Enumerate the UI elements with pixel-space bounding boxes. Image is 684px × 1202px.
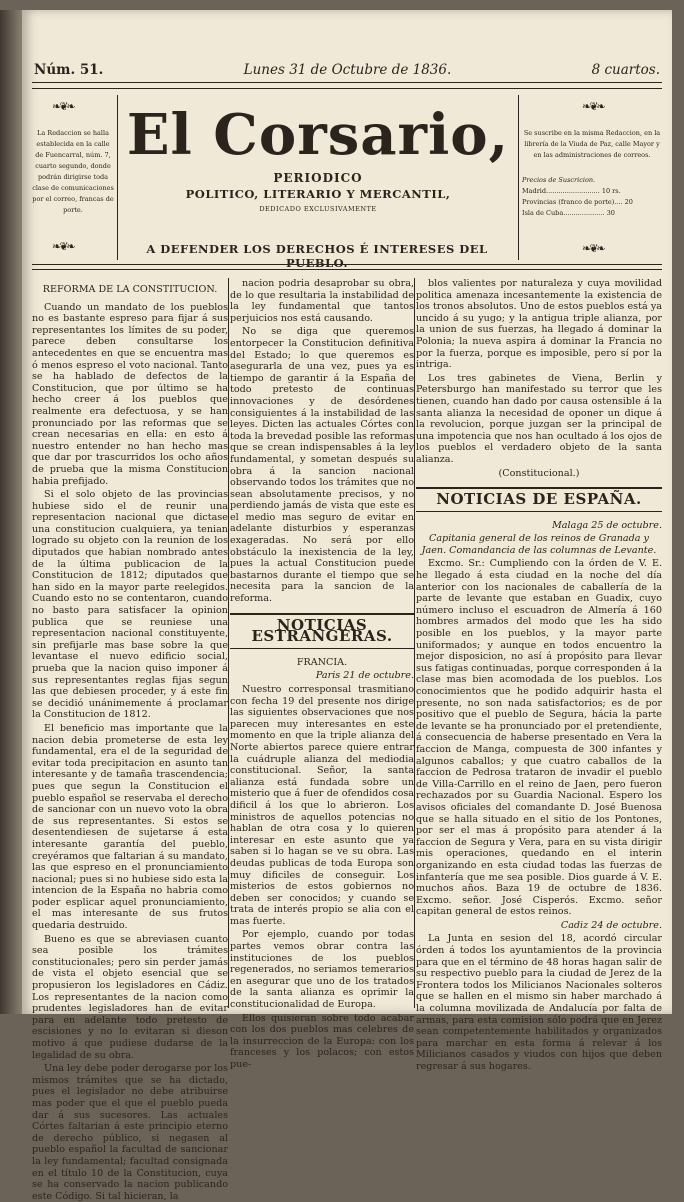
newspaper-subtitle: POLITICO, LITERARIO Y MERCANTIL, bbox=[185, 187, 451, 201]
article-paragraph: Si el solo objeto de las provincias hubiese sido el de reunir una representacion nacional que dictase una constitucion cualquiera, ya tenian logrado su objeto con la reunion de los diputados que habian nombrado antes de la última publicacion de la Constitucion de 1812; diputados que han sido en la mayor parte reelegidos. Cuando esto no se contentaron, cuando no basto para satisfacer la opinion publica que se reuniese una representacion nacional constituyente, sin prefijarle mas base sobre la que levantase el nuevo edificio social, prueba que la nacion quiso imponer á sus representantes reglas fijas segun las que debiesen proceder, y á este fin se decidió unánimemente á proclamar la Constitucion de 1812. bbox=[32, 489, 228, 721]
article-paragraph: No se diga que queremos entorpecer la Constitucion definitiva del Estado; lo que queremos es asegurarla de una vez, pues ya es tiempo de garantir á la España de todo pretesto de continuas innovaciones y de desórdenes consiguientes á la instabilidad de las leyes. Dicten las actuales Córtes con toda la brevedad posible las reformas que se crean indispensables á la ley fundamental, y sometan después su obra á la sancion nacional observando todos los trámites que no sean absolutamente precisos, y no perdiendo jamás de vista que este es el medio mas seguro de evitar en adelante disturbios y esperanzas exageradas. No será por ello obstáculo la inexistencia de la ley, pues la actual Constitucion puede bastarnos durante el tiempo que se necesita para la sancion de la reforma. bbox=[230, 326, 414, 605]
article-paragraph: El beneficio mas importante que la nacion debia prometerse de esta ley fundamental, era el de la seguridad de evitar toda precipitacion en asunto tan interesante y de tamaña trascendencia; pues que segun la Constitucion el pueblo español se reservaba el derecho de sancionar con un nuevo voto la obra de sus representantes. Si estos se desentendiesen de sujetarse á esta interesante garantía del pueblo, creyéramos que faltarian á su mandato, las que espreso en el pronunciamiento nacional; pues si no hubiese sido esta la intencion de la España no habria como poder esplicar aquel pronunciamiento, el mas interesante de sus frutos quedaria destruido. bbox=[32, 722, 228, 932]
periodico-label: PERIODICO bbox=[273, 171, 363, 185]
column-2 bbox=[230, 278, 414, 1070]
article-paragraph: Bueno es que se abreviasen cuanto sea posible los trámites constitucionales; pero sin perder jamás de vista el objeto esencial que se propusieron los legisladores en Cádiz. Los representantes de la nacion como prudentes legisladores han de evitar para en adelante todo pretesto de escisiones y no lo evitaran si dieson motivo á que pudiese dudarse de la legalidad de su obra. bbox=[32, 933, 228, 1061]
dateline: Cadiz 24 de octubre. bbox=[560, 919, 662, 931]
newspaper-title: El Corsario, bbox=[126, 102, 510, 168]
article-paragraph: Los tres gabinetes de Viena, Berlin y Petersburgo han manifestado su terror que les tienen, cuando han dado por causa ostensible á la santa alianza la necesidad de oponer un dique á la revolucion, porque juzgan ser la principal de una impotencia que nos han ocultado á los ojos de los pueblos el verdadero objeto de la santa alianza. bbox=[416, 372, 662, 465]
issue-price: 8 cuartos. bbox=[591, 62, 660, 78]
article-paragraph: Cuando un mandato de los pueblos no es bastante espreso para fijar á sus representantes los límites de su poder, parece deben consultarse los antecedentes en que se encuentra mas ó menos espreso el voto nacional. Tanto se ha hablado de defectos de la Constitucion, que por último se ha hecho creer á los pueblos que realmente era defectuosa, y se han pronunciado por las reformas que se crean necesarias en ella: en esto á nuestro entender no han hecho mas que dar por trascurridos los ocho años de prueba que la misma Constitucion habia prefijado. bbox=[32, 301, 228, 487]
masthead-bottom-rule bbox=[32, 264, 662, 265]
price-cuba: Isla de Cuba.................... 30 bbox=[522, 209, 615, 217]
issue-line bbox=[34, 62, 660, 78]
newspaper-motto: A DEFENDER LOS DERECHOS É INTERESES DEL PUEBLO. bbox=[146, 242, 488, 270]
subscribe-text: Se suscribe en la misma Redaccion, en la librería de la Viuda de Paz, calle Mayor y en las administraciones de correos. bbox=[523, 129, 661, 159]
right-info-box bbox=[522, 128, 662, 219]
article-paragraph: Excmo. Sr.: Cumpliendo con la órden de V. E. he llegado á esta ciudad en la noche del día anterior con los nacionales de caballería de la parte de levante que estaban en Guadix, cuyo número incluso el escuadron de Almería á 160 hombres armados del modo que les ha sido posible en los pueblos, y la mayor parte uniformados; y aunque en todos encuentro la mejor disposicion, no así á propósito para llevar sus fatigas continuadas, porque corresponden á la clase mas bien acomodada de los pueblos. Los conocimientos que he podido adquirir hasta el presente, no son nada satisfactorios; es de por positivo que el pueblo de Segura, hácia la parte de levante se ha pronunciado por el pretendiente, á consecuencia de haberse presentado en Vera la faccion de Manga, compuesta de 300 infantes y algunos caballos; y que cuatro caballos de la faccion de Pedrosa trataron de invadir el pueblo de Villa-Carrillo en el reino de Jaen, pero fueron rechazados por su Guardia Nacional. Espero los avisos oficiales del comandante D. José Buenosa que se halla situado en el sitio de los Pontones, por ser el mas á propósito para atender á la faccion de Segura y Vera, para en su vista dirigir mis operaciones, quedando en el interin organizando en esta ciudad todas las fuerzas de infantería que me sea posible. Dios guarde á V. E. muchos años. Baza 19 de octubre de 1836. Excmo. señor. José Cisperós. Excmo. señor capitan general de estos reinos. bbox=[416, 558, 662, 918]
issue-number: Núm. 51. bbox=[34, 62, 104, 78]
column-3 bbox=[416, 278, 662, 1072]
price-provincias: Provincias (franco de porte).... 20 bbox=[522, 198, 633, 206]
masthead bbox=[117, 95, 519, 260]
article-paragraph: Nuestro corresponsal trasmitiano con fecha 19 del presente nos dirige las siguientes observaciones que nos parecen muy interesantes en este momento en que la triple alianza del Norte abiertos parece quiere entrar la cuádruple alianza del mediodia constitucional. Señor, la santa alianza está fundada sobre un misterio que á fuer de ofendidos cosa dificil á los que lo abrieron. Los ministros de aquellos potencias no hablan de otra cosa y lo quieren interesar en este asunto que ya saben si lo hagan se ve su obra. Las deudas publicas de toda Europa son muy dificiles de conseguir. Los misterios de estos gobiernos no deben ser conocidos; y cuando se trata de interés propio se alia con el mas fuerte. bbox=[230, 684, 414, 927]
prices-title: Precios de Suscricion. bbox=[522, 176, 596, 184]
dedicado-label: DEDICADO EXCLUSIVAMENTE bbox=[259, 205, 377, 213]
ornament-icon: ❧❦❧ bbox=[582, 242, 604, 255]
column-divider bbox=[414, 278, 415, 1008]
top-rule bbox=[32, 82, 662, 83]
price-madrid: Madrid.......................... 10 rs. bbox=[522, 187, 621, 195]
source-credit: (Constitucional.) bbox=[498, 467, 580, 479]
book-spine bbox=[0, 10, 22, 1014]
ornament-icon: ❧❦❧ bbox=[582, 100, 604, 113]
left-info-box bbox=[32, 128, 114, 216]
column-1 bbox=[32, 278, 228, 1202]
top-rule-thin bbox=[32, 88, 662, 89]
article-paragraph: Ellos quisieran sobre todo acabar con los dos pueblos mas celebres de la insurreccion de la Europa: con los franceses y los polacos; con estos pue- bbox=[230, 1012, 414, 1070]
ornament-icon: ❧❦❧ bbox=[52, 100, 74, 113]
dateline: Malaga 25 de octubre. bbox=[551, 519, 662, 531]
section-title: NOTICIAS DE ESPAÑA. bbox=[416, 487, 662, 512]
article-subhead: Capitania general de los reinos de Granada y Jaen. Comandancia de las columnas de Levante. bbox=[421, 533, 657, 556]
issue-date: Lunes 31 de Octubre de 1836. bbox=[243, 62, 452, 78]
article-paragraph: blos valientes por naturaleza y cuya movilidad politica amenaza incesantemente la existencia de los tronos absolutos. Uno de estos pueblos está ya uncido á su yugo; y la antigua triple alianza, por la union de sus fuerzas, ha llegado á dominar la Polonia; la nueva aspira á dominar la Francia no por la fuerza, porque es imposible, pero sí por la intriga. bbox=[416, 278, 662, 371]
article-paragraph: Una ley debe poder derogarse por los mismos trámites que se ha dictado, pues el legislador no debe atribuirse mas poder que el que el pueblo pueda dar á sus sucesores. Las actuales Córtes faltarian á este principio eterno de derecho público, si negasen al pueblo español la facultad de sancionar la ley fundamental; facultad consignada en el título 10 de la Constitucion, cuya se ha conservado la nacion publicando este Código. Si tal hicieran, la bbox=[32, 1063, 228, 1202]
column-divider bbox=[228, 278, 229, 1008]
article-paragraph: nacion podria desaprobar su obra, de lo que resultaria la instabilidad de la ley fundamental que tantos perjuicios nos está causando. bbox=[230, 278, 414, 324]
country-heading: FRANCIA. bbox=[296, 656, 348, 668]
article-paragraph: La Junta en sesion del 18, acordó circular órden á todos los ayuntamientos de la provincia para que en el término de 48 horas hagan salir de su respectivo pueblo para la ciudad de Jerez de la Frontera todos los Milicianos Nacionales solteros que se hallen en el mismo sin haber marchado á la columna movilizada de Andalucía por falta de armas, para esta comision sólo podrá que en Jerez sean competentemente habilitados y organizados para marchar en esta forma á relevar á los Milicianos casados y viudos con hijos que deben regresar á sus hogares. bbox=[416, 933, 662, 1072]
dateline: Paris 21 de octubre. bbox=[315, 670, 414, 682]
ornament-icon: ❧❦❧ bbox=[52, 240, 74, 253]
newspaper-page bbox=[22, 10, 672, 1202]
section-title: NOTICIAS ESTRANGERAS. bbox=[230, 613, 414, 649]
redaccion-text: La Redaccion se halla establecida en la calle de Fuencarral, núm. 7, cuarto segundo, donde podrán dirigirse toda clase de comunicaciones por el correo, francas de porte. bbox=[32, 129, 114, 214]
masthead-bottom-rule-thin bbox=[32, 269, 662, 270]
article-heading: REFORMA DE LA CONSTITUCION. bbox=[42, 284, 218, 295]
article-paragraph: Por ejemplo, cuando por todas partes vemos obrar contra las instituciones de los pueblos regenerados, no seriamos temerarios en asegurar que uno de los tratados de la santa alianza es oprimir la constitucionalidad de Europa. bbox=[230, 929, 414, 1011]
